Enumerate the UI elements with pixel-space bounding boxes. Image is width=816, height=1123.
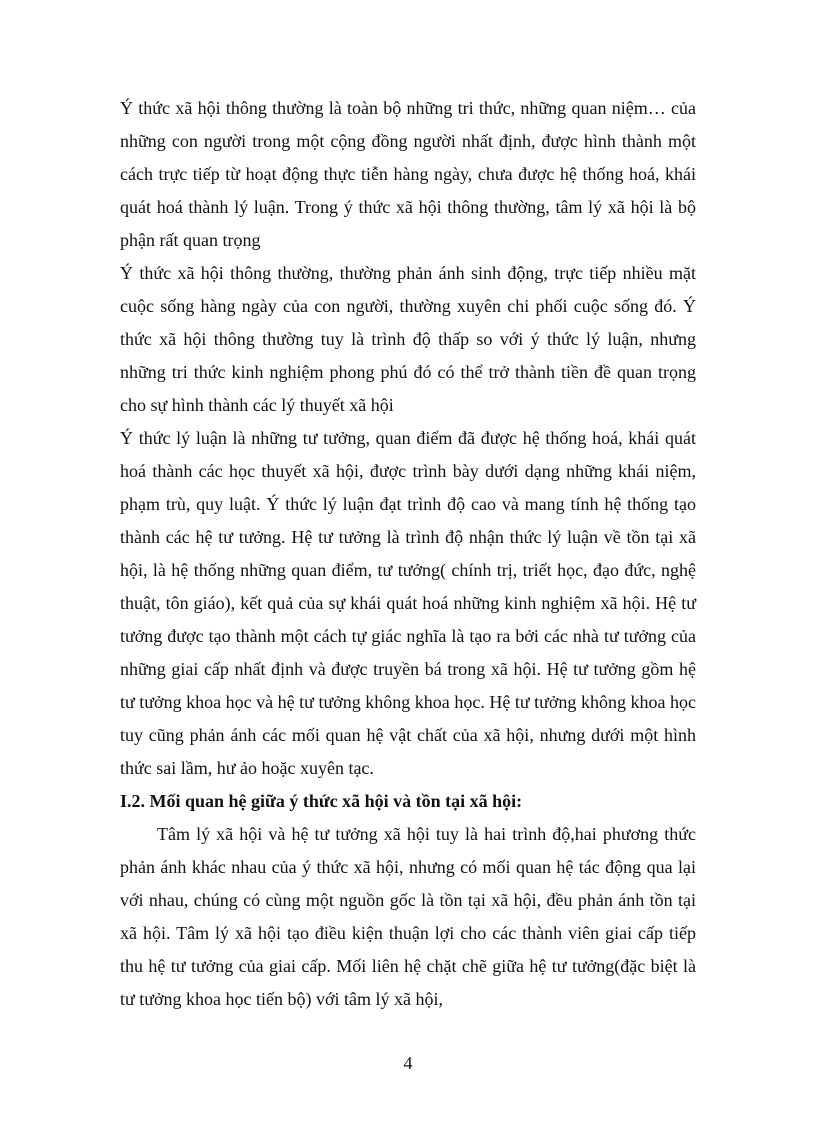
paragraph-theoretical-consciousness: Ý thức lý luận là những tư tưởng, quan điểm đã được hệ thống hoá, khái quát hoá thành các học thuyết xã hội, được trình bày dưới dạng những khái niệm, phạm trù, quy luật. Ý thức lý luận đạt trình độ cao và mang tính hệ thống tạo thành các hệ tư tưởng. Hệ tư tưởng là trình độ nhận thức lý luận về tồn tại xã hội, là hệ thống những quan điểm, tư tưởng( chính trị, triết học, đạo đức, nghệ thuật, tôn giáo), kết quả của sự khái quát hoá những kinh nghiệm xã hội. Hệ tư tưởng được tạo thành một cách tự giác nghĩa là tạo ra bởi các nhà tư tưởng của những giai cấp nhất định và được truyền bá trong xã hội. Hệ tư tưởng gồm hệ tư tưởng khoa học và hệ tư tưởng không khoa học. Hệ tư tưởng không khoa học tuy cũng phản ánh các mối quan hệ vật chất của xã hội, nhưng dưới một hình thức sai lầm, hư ảo hoặc xuyên tạc. bbox=[120, 428, 696, 778]
page-body bbox=[120, 92, 696, 1016]
paragraph-common-consciousness-role: Ý thức xã hội thông thường, thường phản ánh sinh động, trực tiếp nhiều mặt cuộc sống hàng ngày của con người, thường xuyên chi phối cuộc sống đó. Ý thức xã hội thông thường tuy là trình độ thấp so với ý thức lý luận, nhưng những tri thức kinh nghiệm phong phú đó có thể trở thành tiền đề quan trọng cho sự hình thành các lý thuyết xã hội bbox=[120, 263, 696, 415]
paragraph-section-body: Tâm lý xã hội và hệ tư tưởng xã hội tuy là hai trình độ,hai phương thức phản ánh khác nhau của ý thức xã hội, nhưng có mối quan hệ tác động qua lại với nhau, chúng có cùng một nguồn gốc là tồn tại xã hội, đều phản ánh tồn tại xã hội. Tâm lý xã hội tạo điều kiện thuận lợi cho các thành viên giai cấp tiếp thu hệ tư tưởng của giai cấp. Mối liên hệ chặt chẽ giữa hệ tư tưởng(đặc biệt là tư tưởng khoa học tiến bộ) với tâm lý xã hội, bbox=[120, 824, 696, 1009]
section-heading: I.2. Mối quan hệ giữa ý thức xã hội và tồn tại xã hội: bbox=[120, 791, 523, 811]
paragraph-common-consciousness: Ý thức xã hội thông thường là toàn bộ những tri thức, những quan niệm… của những con người trong một cộng đồng người nhất định, được hình thành một cách trực tiếp từ hoạt động thực tiễn hàng ngày, chưa được hệ thống hoá, khái quát hoá thành lý luận. Trong ý thức xã hội thông thường, tâm lý xã hội là bộ phận rất quan trọng bbox=[120, 98, 696, 250]
page-number: 4 bbox=[403, 1053, 413, 1073]
